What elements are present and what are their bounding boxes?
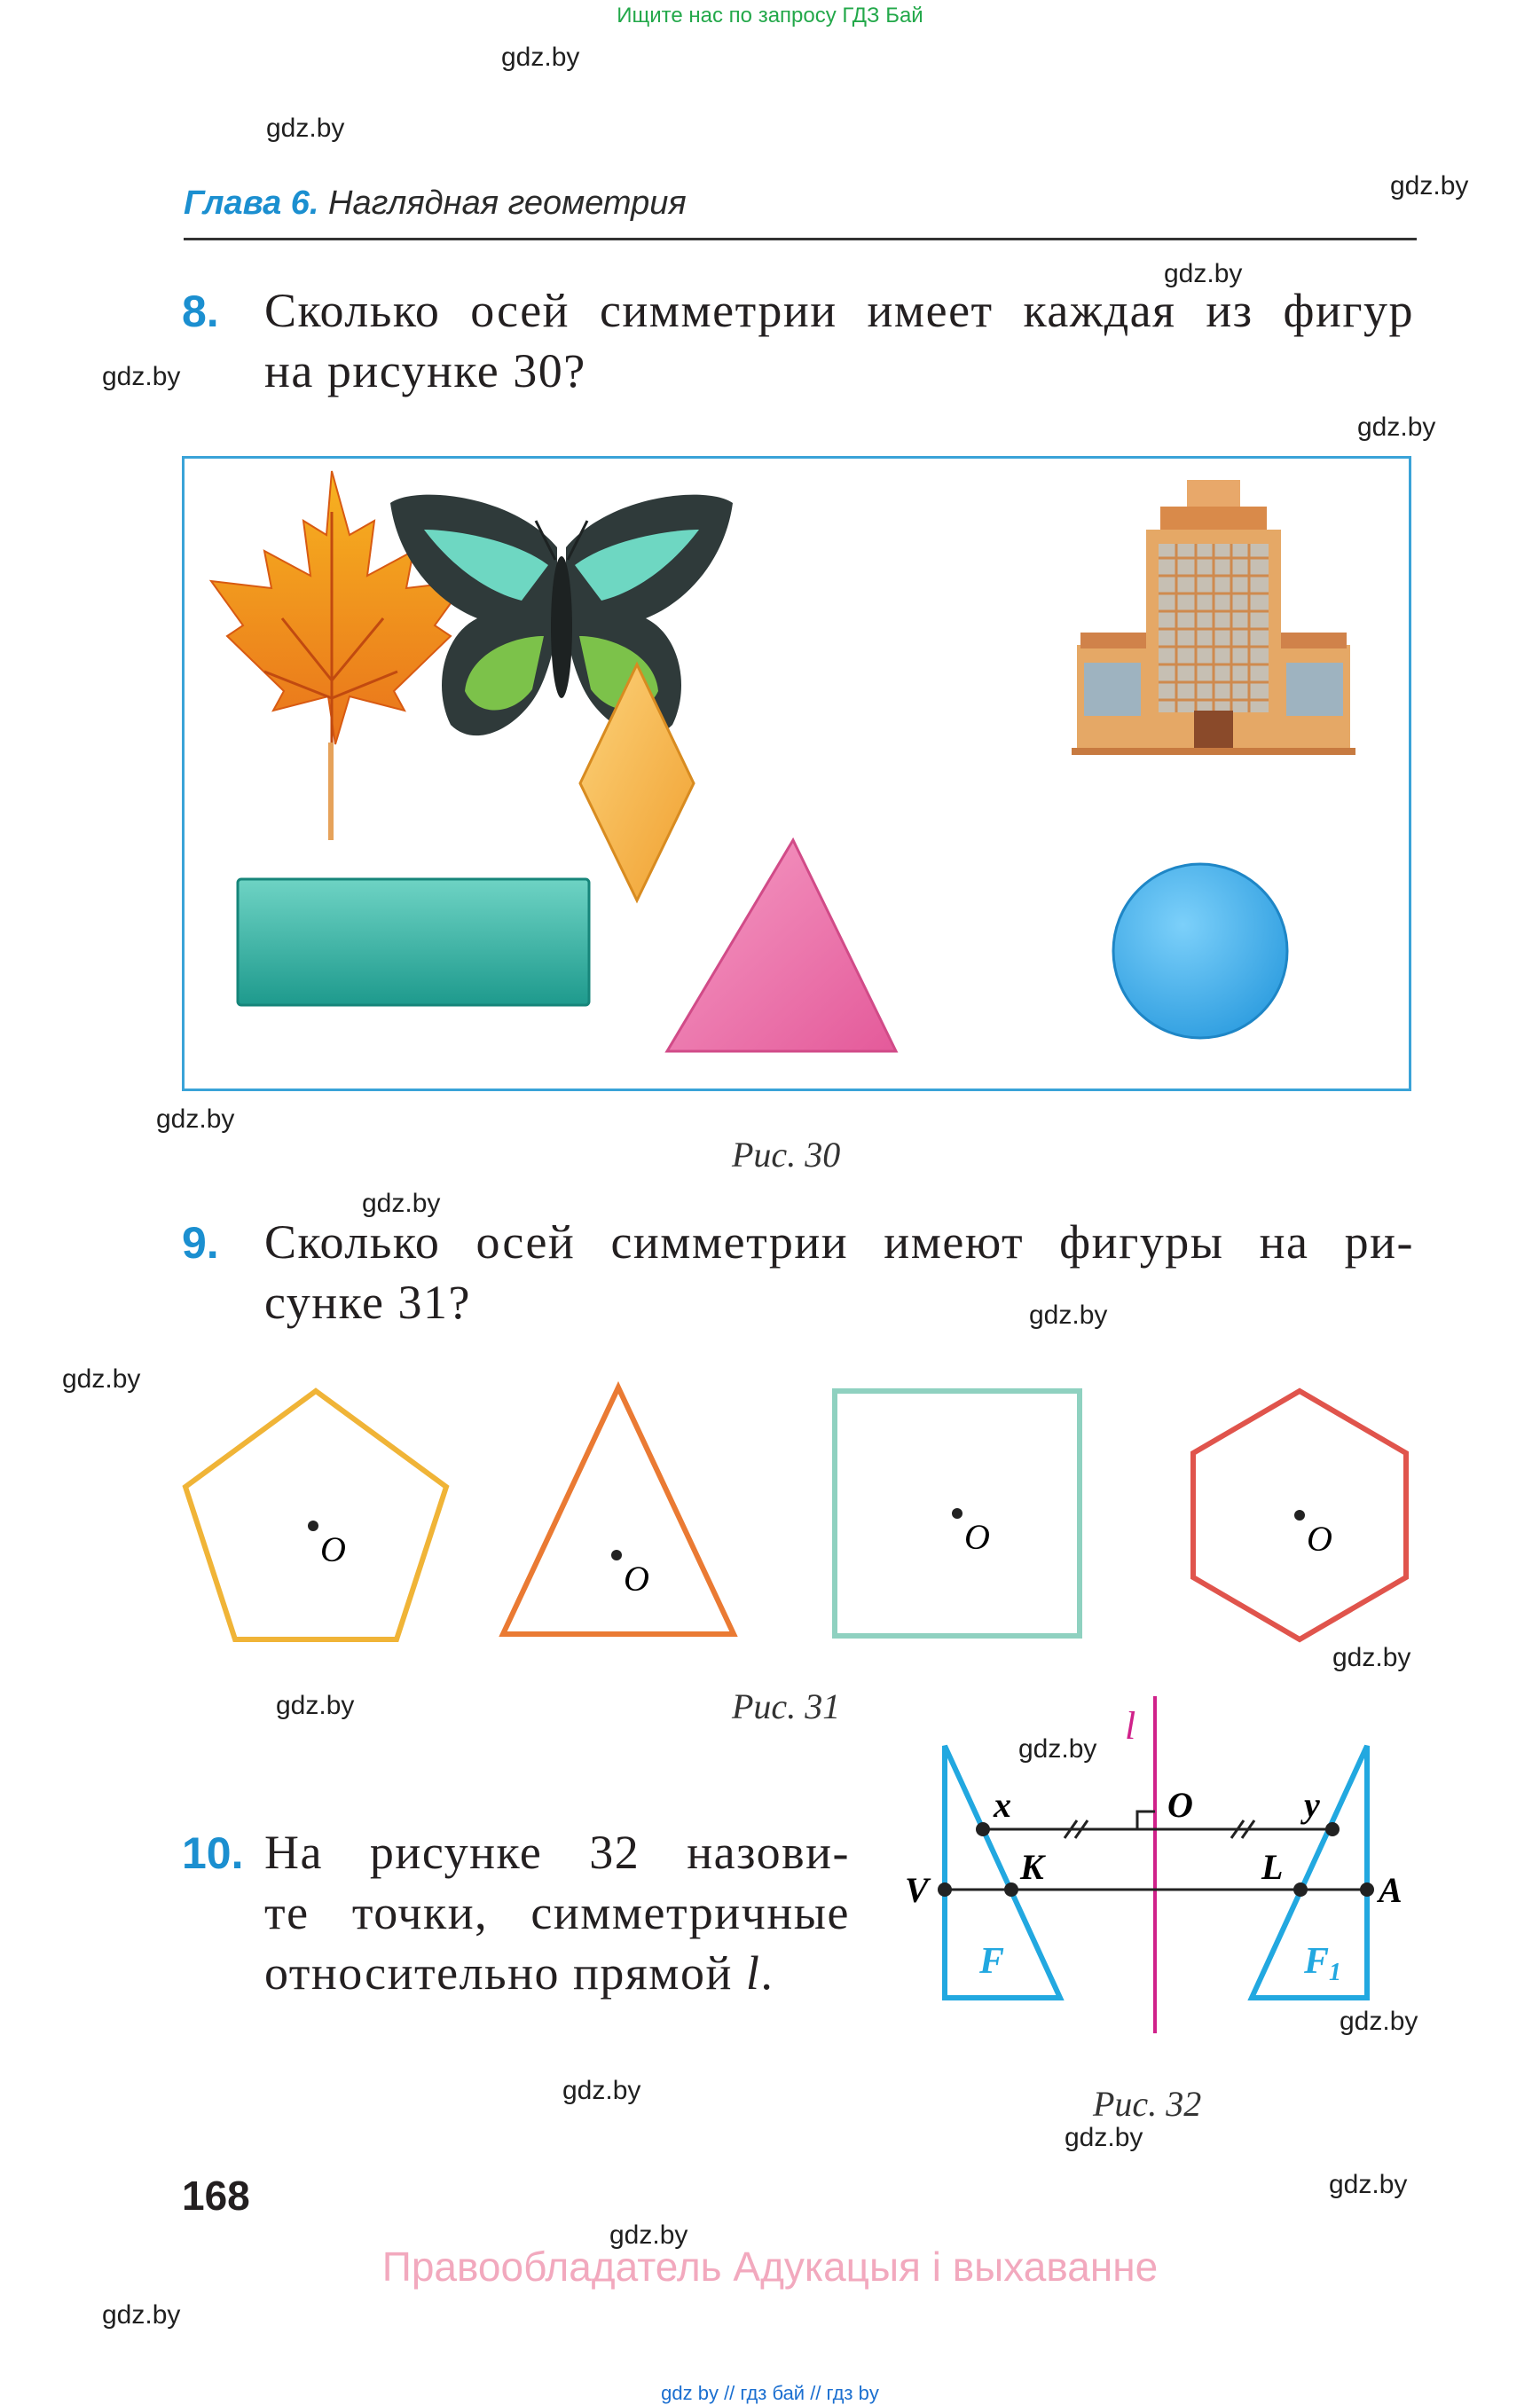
figure-31-caption: Рис. 31 <box>732 1686 841 1726</box>
label-A: A <box>1379 1870 1402 1910</box>
watermark: gdz.by <box>1018 1734 1097 1764</box>
label-V: V <box>905 1870 929 1910</box>
question-text: относительно прямой <box>264 1946 733 2000</box>
top-banner: Ищите нас по запросу ГДЗ Бай <box>617 4 923 28</box>
figure-32-diagram <box>896 1686 1419 2040</box>
label-F: F <box>979 1941 1005 1982</box>
chapter-divider <box>184 238 1417 240</box>
watermark: gdz.by <box>562 2076 641 2105</box>
watermark: gdz.by <box>1340 2007 1418 2036</box>
watermark: gdz.by <box>362 1189 441 1218</box>
question-text-line: Сколько осей симметрии имеет каждая из фигур <box>264 284 1414 337</box>
center-label: O <box>964 1517 990 1557</box>
chapter-number: Глава 6. <box>184 185 319 222</box>
point-A <box>1360 1882 1374 1897</box>
triangle-shape <box>503 1387 734 1634</box>
question-text-line: сунке 31? <box>264 1276 471 1329</box>
label-K: K <box>1020 1847 1044 1887</box>
figure-32-caption: Рис. 32 <box>1093 2084 1202 2124</box>
triangle-image <box>667 840 896 1051</box>
watermark: gdz.by <box>1390 171 1469 200</box>
building-image <box>1072 480 1355 755</box>
watermark: gdz.by <box>1065 2123 1143 2152</box>
copyright-notice: Правообладатель Адукацыя і выхаванне <box>381 2244 1159 2290</box>
watermark: gdz.by <box>266 114 345 143</box>
watermark: gdz.by <box>1357 413 1436 442</box>
watermark: gdz.by <box>62 1364 141 1394</box>
watermark: gdz.by <box>276 1691 355 1720</box>
center-label: O <box>320 1529 346 1569</box>
square-shape <box>835 1391 1080 1636</box>
question-text-line: на рисунке 30? <box>264 344 586 397</box>
watermark: gdz.by <box>156 1104 235 1134</box>
center-point <box>308 1521 318 1531</box>
pentagon-shape <box>185 1391 446 1639</box>
page-number: 168 <box>182 2173 250 2219</box>
point-K <box>1004 1882 1018 1897</box>
watermark: gdz.by <box>609 2220 688 2250</box>
center-label: O <box>1307 1519 1332 1559</box>
footer-links[interactable]: gdz by // гдз бай // гдз by <box>661 2382 879 2404</box>
question-number: 8. <box>182 287 219 336</box>
point-L <box>1293 1882 1308 1897</box>
line-variable: l <box>745 1946 761 2000</box>
chapter-header <box>184 185 687 223</box>
center-point <box>1294 1510 1305 1521</box>
hexagon-shape <box>1193 1391 1406 1639</box>
question-text-line <box>264 1943 774 2003</box>
watermark: gdz.by <box>102 2300 181 2330</box>
watermark: gdz.by <box>1332 1643 1411 1672</box>
chapter-title: Наглядная геометрия <box>328 185 687 222</box>
figure-30-caption: Рис. 30 <box>732 1135 841 1175</box>
label-L: L <box>1261 1847 1284 1887</box>
label-x: x <box>994 1785 1011 1825</box>
question-number: 9. <box>182 1218 219 1268</box>
center-point <box>611 1550 622 1560</box>
watermark: gdz.by <box>501 43 580 72</box>
watermark: gdz.by <box>1029 1301 1108 1330</box>
center-point <box>952 1508 962 1519</box>
question-text-line: те точки, симметричные <box>264 1886 850 1939</box>
watermark: gdz.by <box>102 362 181 391</box>
label-O: O <box>1167 1785 1193 1825</box>
point-x <box>976 1822 990 1836</box>
question-text-line: Сколько осей симметрии имеют фигуры на ри- <box>264 1215 1414 1269</box>
figure-30-illustrations <box>185 459 1409 1089</box>
point-y <box>1325 1822 1340 1836</box>
circle-image <box>1113 864 1287 1038</box>
axis-label-l: l <box>1125 1704 1136 1748</box>
label-y: y <box>1304 1785 1320 1825</box>
watermark: gdz.by <box>1164 259 1243 288</box>
rectangle-image <box>238 879 589 1005</box>
figure-30-frame <box>182 456 1411 1091</box>
question-text-line: На рисунке 32 назови- <box>264 1826 850 1879</box>
question-number: 10. <box>182 1828 244 1878</box>
watermark: gdz.by <box>1329 2170 1408 2199</box>
center-label: O <box>624 1559 649 1599</box>
point-V <box>938 1882 952 1897</box>
label-F1: F1 <box>1304 1941 1342 1986</box>
figure-31-shapes <box>173 1375 1433 1650</box>
right-angle-mark <box>1137 1812 1155 1829</box>
question-text: . <box>760 1946 774 2000</box>
